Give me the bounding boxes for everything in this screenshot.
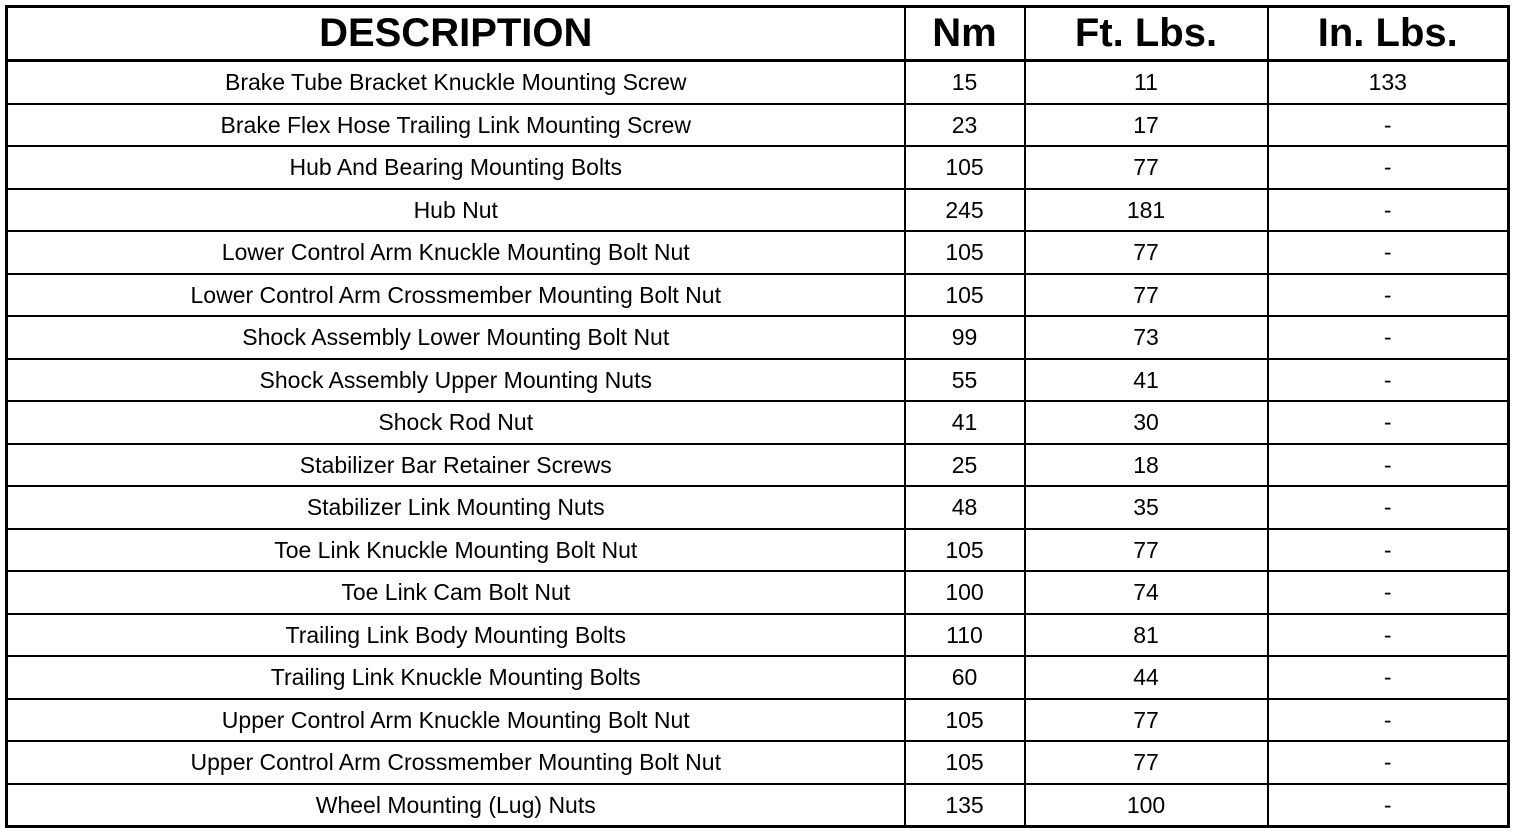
- table-row: [7, 486, 1509, 529]
- table-row: [7, 529, 1509, 572]
- cell-ft-lbs: 77: [1025, 529, 1268, 572]
- table-row: [7, 444, 1509, 487]
- cell-nm: 25: [905, 444, 1025, 487]
- cell-in-lbs: -: [1268, 401, 1509, 444]
- cell-description: Brake Tube Bracket Knuckle Mounting Screw: [7, 61, 905, 104]
- cell-nm: 105: [905, 741, 1025, 784]
- cell-description: Lower Control Arm Crossmember Mounting Bolt Nut: [7, 274, 905, 317]
- cell-in-lbs: 133: [1268, 61, 1509, 104]
- cell-description: Toe Link Cam Bolt Nut: [7, 571, 905, 614]
- header-row: [7, 7, 1509, 61]
- cell-in-lbs: -: [1268, 189, 1509, 232]
- cell-ft-lbs: 17: [1025, 104, 1268, 147]
- cell-in-lbs: -: [1268, 486, 1509, 529]
- cell-in-lbs: -: [1268, 656, 1509, 699]
- header-in-lbs: In. Lbs.: [1268, 7, 1509, 61]
- cell-description: Brake Flex Hose Trailing Link Mounting Screw: [7, 104, 905, 147]
- cell-ft-lbs: 73: [1025, 316, 1268, 359]
- cell-nm: 23: [905, 104, 1025, 147]
- cell-nm: 15: [905, 61, 1025, 104]
- table-row: [7, 274, 1509, 317]
- table-row: [7, 741, 1509, 784]
- cell-ft-lbs: 11: [1025, 61, 1268, 104]
- table-row: [7, 571, 1509, 614]
- cell-description: Shock Rod Nut: [7, 401, 905, 444]
- cell-nm: 135: [905, 784, 1025, 827]
- cell-nm: 105: [905, 146, 1025, 189]
- cell-ft-lbs: 77: [1025, 741, 1268, 784]
- cell-in-lbs: -: [1268, 529, 1509, 572]
- cell-ft-lbs: 77: [1025, 146, 1268, 189]
- cell-in-lbs: -: [1268, 444, 1509, 487]
- table-row: [7, 104, 1509, 147]
- table-row: [7, 61, 1509, 104]
- cell-description: Hub And Bearing Mounting Bolts: [7, 146, 905, 189]
- table-row: [7, 316, 1509, 359]
- cell-in-lbs: -: [1268, 104, 1509, 147]
- header-nm: Nm: [905, 7, 1025, 61]
- cell-ft-lbs: 30: [1025, 401, 1268, 444]
- cell-ft-lbs: 181: [1025, 189, 1268, 232]
- cell-nm: 245: [905, 189, 1025, 232]
- cell-in-lbs: -: [1268, 146, 1509, 189]
- header-ft-lbs: Ft. Lbs.: [1025, 7, 1268, 61]
- table-row: [7, 146, 1509, 189]
- cell-description: Trailing Link Knuckle Mounting Bolts: [7, 656, 905, 699]
- table-row: [7, 656, 1509, 699]
- cell-nm: 100: [905, 571, 1025, 614]
- cell-in-lbs: -: [1268, 274, 1509, 317]
- cell-in-lbs: -: [1268, 571, 1509, 614]
- cell-in-lbs: -: [1268, 614, 1509, 657]
- cell-nm: 41: [905, 401, 1025, 444]
- cell-in-lbs: -: [1268, 316, 1509, 359]
- cell-in-lbs: -: [1268, 741, 1509, 784]
- cell-nm: 105: [905, 231, 1025, 274]
- cell-ft-lbs: 77: [1025, 699, 1268, 742]
- cell-description: Shock Assembly Upper Mounting Nuts: [7, 359, 905, 402]
- cell-ft-lbs: 41: [1025, 359, 1268, 402]
- cell-description: Hub Nut: [7, 189, 905, 232]
- cell-nm: 60: [905, 656, 1025, 699]
- cell-ft-lbs: 35: [1025, 486, 1268, 529]
- torque-specifications-table: [5, 5, 1510, 828]
- cell-nm: 105: [905, 274, 1025, 317]
- header-description: DESCRIPTION: [7, 7, 905, 61]
- cell-ft-lbs: 18: [1025, 444, 1268, 487]
- table-row: [7, 784, 1509, 827]
- table-row: [7, 359, 1509, 402]
- cell-ft-lbs: 81: [1025, 614, 1268, 657]
- cell-description: Trailing Link Body Mounting Bolts: [7, 614, 905, 657]
- cell-ft-lbs: 74: [1025, 571, 1268, 614]
- cell-description: Upper Control Arm Crossmember Mounting Bolt Nut: [7, 741, 905, 784]
- cell-ft-lbs: 77: [1025, 231, 1268, 274]
- cell-in-lbs: -: [1268, 359, 1509, 402]
- cell-description: Toe Link Knuckle Mounting Bolt Nut: [7, 529, 905, 572]
- cell-nm: 99: [905, 316, 1025, 359]
- table-row: [7, 699, 1509, 742]
- cell-nm: 105: [905, 529, 1025, 572]
- cell-description: Wheel Mounting (Lug) Nuts: [7, 784, 905, 827]
- cell-description: Shock Assembly Lower Mounting Bolt Nut: [7, 316, 905, 359]
- table-row: [7, 231, 1509, 274]
- table-row: [7, 614, 1509, 657]
- cell-ft-lbs: 100: [1025, 784, 1268, 827]
- cell-description: Lower Control Arm Knuckle Mounting Bolt Nut: [7, 231, 905, 274]
- cell-description: Stabilizer Link Mounting Nuts: [7, 486, 905, 529]
- cell-nm: 48: [905, 486, 1025, 529]
- cell-in-lbs: -: [1268, 784, 1509, 827]
- cell-nm: 105: [905, 699, 1025, 742]
- table-row: [7, 189, 1509, 232]
- cell-nm: 110: [905, 614, 1025, 657]
- table-row: [7, 401, 1509, 444]
- cell-nm: 55: [905, 359, 1025, 402]
- cell-description: Stabilizer Bar Retainer Screws: [7, 444, 905, 487]
- cell-ft-lbs: 77: [1025, 274, 1268, 317]
- cell-in-lbs: -: [1268, 231, 1509, 274]
- cell-description: Upper Control Arm Knuckle Mounting Bolt Nut: [7, 699, 905, 742]
- cell-ft-lbs: 44: [1025, 656, 1268, 699]
- cell-in-lbs: -: [1268, 699, 1509, 742]
